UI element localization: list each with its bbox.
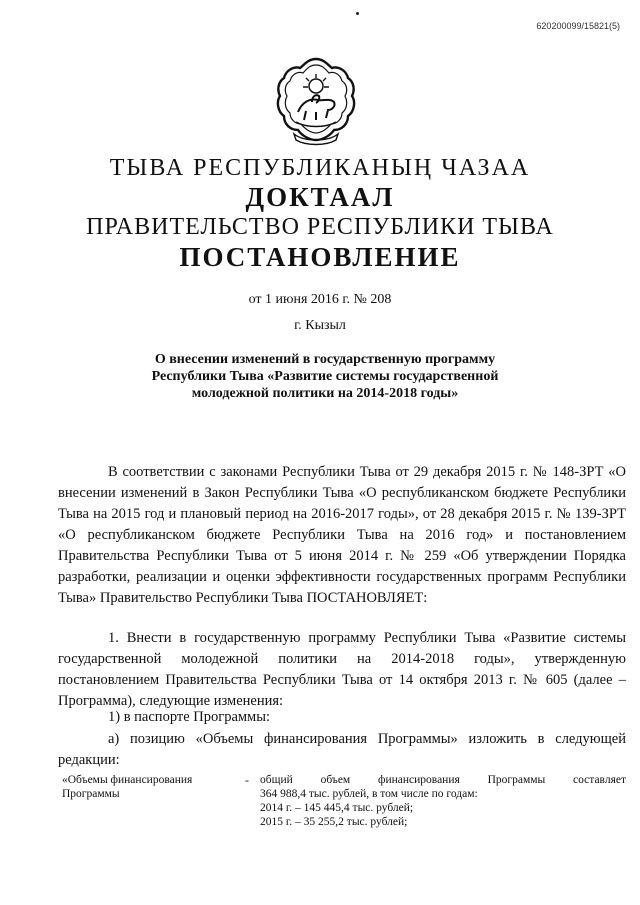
scan-dot [356,12,359,15]
header-tuvan-resolution: ДОКТААЛ [245,182,395,212]
table-label-financing: «Объемы финансирования Программы [62,774,193,800]
document-registration-number: 620200099/15821(5) [536,21,620,31]
coat-of-arms-emblem [276,56,356,148]
document-city: г. Кызыл [294,318,346,333]
header-tuvan-government: ТЫВА РЕСПУБЛИКАНЫҢ ЧАЗАА [109,155,531,181]
header-russian-resolution: ПОСТАНОВЛЕНИЕ [179,242,461,272]
subclause-1: 1) в паспорте Программы: [108,709,270,725]
table-line: 2014 г. – 145 445,4 тыс. рублей; [260,802,414,814]
document-date: от 1 июня 2016 г. № 208 [248,292,392,307]
table-line: 2015 г. – 35 255,2 тыс. рублей; [260,816,408,828]
clause-1-paragraph: 1. Внести в государственную программу Республики Тыва «Развитие системы государственной молодежной политики на 2014-2018 годы», утвержденную постановлением Правительства Республики Тыва от 14 октября 2013 г. № 605 (далее – Программа), следующие изменения: [58,630,626,709]
table-dash: - [245,773,249,787]
header-russian-government: ПРАВИТЕЛЬСТВО РЕСПУБЛИКИ ТЫВА [86,214,554,240]
table-financing-values [260,773,626,829]
table-line: общий объем финансирования Программы составляет [260,774,626,786]
subclause-a: а) позицию «Объемы финансирования Программы» изложить в следующей редакции: [58,731,626,768]
table-line: 364 988,4 тыс. рублей, в том числе по годам: [260,788,478,800]
document-title: О внесении изменений в государственную программу Республики Тыва «Развитие системы государственной молодежной политики на 2014-2018 годы» [151,352,499,401]
preamble-paragraph: В соответствии с законами Республики Тыва от 29 декабря 2015 г. № 148-ЗРТ «О внесении изменений в Закон Республики Тыва «О республиканском бюджете Республики Тыва на 2015 год и плановый период на 2016-2017 годы», от 28 декабря 2015 г. № 139-ЗРТ «О республиканском бюджете Республики Тыва на 2016 год» и постановлением Правительства Республики Тыва от 5 июня 2014 г. № 259 «Об утверждении Порядка разработки, реализации и оценки эффективности государственных программ Республики Тыва» Правительство Республики Тыва ПОСТАНОВЛЯЕТ: [58,464,626,606]
